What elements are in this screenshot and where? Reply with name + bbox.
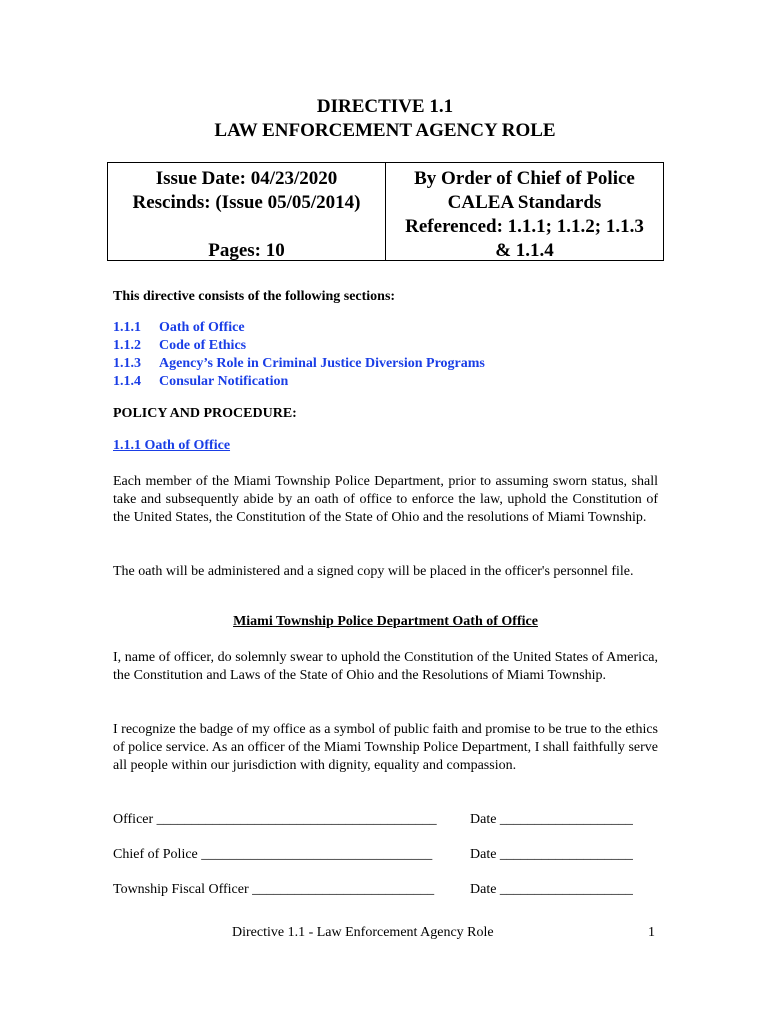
referenced-standards-cont: & 1.1.4 [495,240,554,261]
directive-number: DIRECTIVE 1.1 [316,96,454,117]
referenced-standards: Referenced: 1.1.1; 1.1.2; 1.1.3 [405,216,644,237]
fiscal-officer-signature-line: Township Fiscal Officer __________________________ [113,882,435,897]
toc-link-1-1-3[interactable]: 1.1.3 Agency’s Role in Criminal Justice Diversion Programs [113,356,485,371]
oath-title: Miami Township Police Department Oath of Office [233,614,538,629]
oath-paragraph-2: The oath will be administered and a signed copy will be placed in the officer's personnel file. [113,564,634,579]
officer-date-line: Date ___________________ [470,812,633,827]
rescinds: Rescinds: (Issue 05/05/2014) [132,192,361,213]
toc-link-1-1-4[interactable]: 1.1.4 Consular Notification [113,374,289,389]
fiscal-officer-date-line: Date ___________________ [470,882,633,897]
officer-signature-line: Officer ________________________________________ [113,812,437,827]
pages-count: Pages: 10 [208,240,285,261]
footer-title: Directive 1.1 - Law Enforcement Agency Role [232,925,494,940]
header-table [107,162,664,261]
toc-link-1-1-1[interactable]: 1.1.1 Oath of Office [113,320,245,335]
header-left-cell [108,163,386,260]
policy-heading: POLICY AND PROCEDURE: [113,406,297,421]
directive-title: LAW ENFORCEMENT AGENCY ROLE [214,120,556,141]
page-number: 1 [648,925,655,940]
sections-intro: This directive consists of the following sections: [113,289,396,304]
oath-text-1: I, name of officer, do solemnly swear to uphold the Constitution of the United States of America, the Constitution and Laws of the State of Ohio and the Resolutions of Miami Township. [113,650,658,683]
oath-paragraph-1: Each member of the Miami Township Police Department, prior to assuming sworn status, shall take and subsequently abide by an oath of office to enforce the law, uphold the Constitution of the United States, the Constitution of the State of Ohio and the resolutions of Miami Township. [113,474,658,525]
chief-date-line: Date ___________________ [470,847,633,862]
issue-date: Issue Date: 04/23/2020 [155,168,338,189]
table-of-contents [113,319,658,391]
oath-text-2: I recognize the badge of my office as a symbol of public faith and promise to be true to the ethics of police service. As an officer of the Miami Township Police Department, I shall faithfully serve all people within our jurisdiction with dignity, equality and compassion. [113,722,658,773]
calea-standards: CALEA Standards [447,192,602,213]
chief-signature-line: Chief of Police _________________________________ [113,847,433,862]
by-order: By Order of Chief of Police [414,168,635,189]
toc-link-1-1-2[interactable]: 1.1.2 Code of Ethics [113,338,247,353]
section-heading-oath-of-office[interactable]: 1.1.1 Oath of Office [113,438,231,453]
header-right-cell [386,163,663,260]
